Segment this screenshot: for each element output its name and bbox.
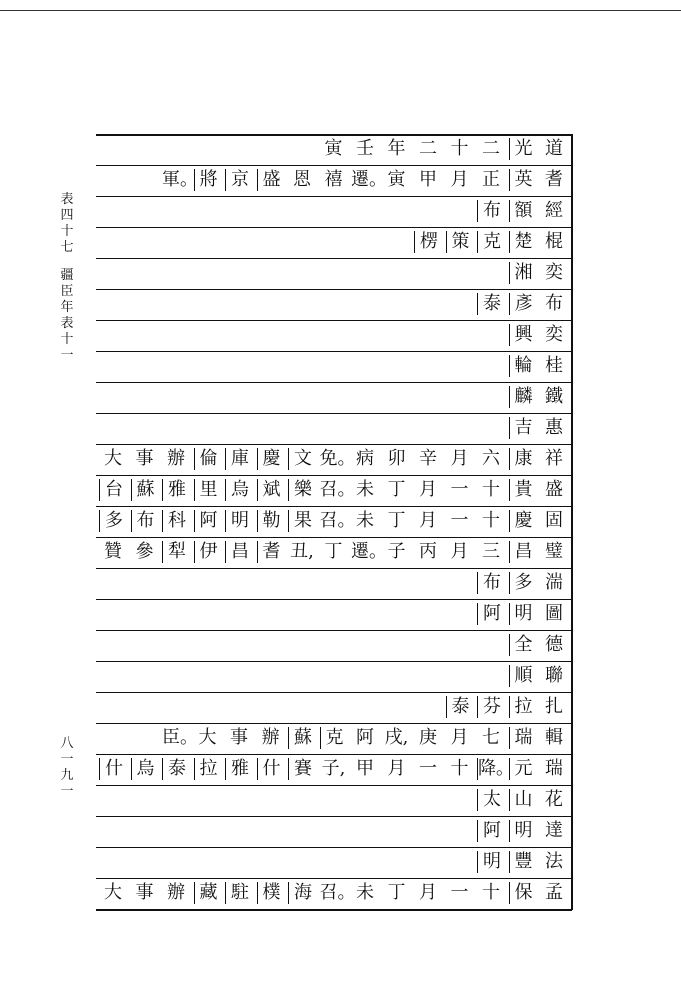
table-row [96, 599, 572, 630]
table-cell: 台 [99, 479, 128, 501]
table-cell: 奕 [545, 324, 563, 345]
table-cell: 京 [225, 169, 254, 191]
table-cell: 免。 [319, 448, 356, 469]
row-divider [96, 630, 572, 631]
page-top-border [0, 10, 681, 11]
table-cell: 月 [419, 882, 437, 903]
table-cell: 辦 [167, 882, 185, 903]
margin-char: 八 [60, 736, 74, 751]
row-divider [96, 847, 572, 848]
table-cell: 月 [450, 169, 469, 190]
table-cell: 策 [446, 231, 475, 253]
table-cell: 丁 [324, 541, 343, 562]
table-cell: 一 [450, 510, 469, 531]
table-cell: 駐 [225, 882, 254, 904]
margin-char: 一 [60, 348, 74, 363]
table-cell: 寅 [324, 138, 343, 159]
table-cell: 參 [135, 541, 154, 562]
table-cell: 布 [477, 200, 506, 222]
margin-char: 十 [60, 224, 74, 239]
table-cell: 倫 [194, 448, 223, 470]
table-cell: 湍 [545, 572, 563, 593]
table-row [96, 196, 572, 227]
table-cell: 未 [356, 882, 374, 903]
table-cell: 月 [450, 727, 469, 748]
margin-char: 七 [60, 240, 74, 255]
table-cell: 多 [509, 572, 538, 594]
table-cell: 未 [356, 510, 374, 531]
row-divider [96, 785, 572, 786]
table-row [96, 630, 572, 661]
table-cell: 樸 [257, 882, 286, 904]
table-row [96, 785, 572, 816]
table-cell: 丙 [419, 541, 437, 562]
table-cell: 花 [545, 789, 563, 810]
table-cell: 十 [482, 479, 500, 500]
table-cell: 七 [482, 727, 500, 748]
table-cell: 太 [477, 789, 506, 811]
table-cell: 甲 [419, 169, 437, 190]
table-cell: 聯 [545, 665, 563, 686]
table-cell: 阿 [477, 820, 506, 842]
table-cell: 月 [419, 510, 437, 531]
table-cell: 昌 [225, 541, 254, 563]
table-cell: 額 [509, 200, 538, 222]
table-cell: 道 [545, 138, 563, 159]
table-row [96, 382, 572, 413]
table-cell: 犁 [162, 541, 191, 563]
table-cell: 拉 [194, 758, 223, 780]
table-cell: 十 [482, 510, 500, 531]
row-divider [96, 351, 572, 352]
table-cell: 戌, [384, 727, 409, 748]
table-cell: 麟 [509, 386, 538, 408]
table-cell: 孟 [545, 882, 563, 903]
table-cell: 月 [387, 758, 406, 779]
table-cell: 蘇 [131, 479, 160, 501]
table-cell: 庚 [419, 727, 437, 748]
table-cell: 達 [545, 820, 563, 841]
table-cell: 惠 [545, 417, 563, 438]
table-cell: 十 [450, 758, 469, 779]
table-cell: 一 [450, 882, 469, 903]
row-divider [96, 661, 572, 662]
table-row [96, 227, 572, 258]
table-cell: 十 [482, 882, 500, 903]
table-cell: 大 [104, 448, 122, 469]
table-cell: 楚 [509, 231, 538, 253]
table-cell: 泰 [162, 758, 191, 780]
table-cell: 大 [198, 727, 217, 748]
table-row [96, 134, 572, 165]
table-cell: 多 [99, 510, 128, 532]
table-cell: 事 [230, 727, 248, 748]
table-cell: 布 [545, 293, 563, 314]
table-cell: 庫 [225, 448, 254, 470]
table-cell: 泰 [446, 696, 475, 718]
table-cell: 盛 [545, 479, 563, 500]
table-cell: 雅 [162, 479, 191, 501]
table-cell: 元 [509, 758, 538, 780]
row-divider [96, 723, 572, 724]
table-cell: 明 [509, 820, 538, 842]
table-cell: 阿 [194, 510, 223, 532]
table-cell: 卯 [387, 448, 406, 469]
table-cell: 扎 [545, 696, 563, 717]
row-divider [96, 475, 572, 476]
table-cell: 彥 [509, 293, 538, 315]
margin-char: 疆 [60, 268, 74, 283]
table-cell: 布 [131, 510, 160, 532]
table-cell: 盛 [257, 169, 286, 191]
table-cell: 輪 [509, 355, 538, 377]
margin-char: 表 [60, 316, 74, 331]
table-cell: 全 [509, 634, 538, 656]
margin-char: 年 [60, 300, 74, 315]
margin-char: 四 [60, 208, 74, 223]
table-cell: 丑, [290, 541, 314, 562]
table-cell: 寅 [387, 169, 406, 190]
table-cell: 贊 [104, 541, 122, 562]
row-divider [96, 754, 572, 755]
table-cell: 耆 [545, 169, 563, 190]
table-cell: 明 [225, 510, 254, 532]
table-cell: 文 [288, 448, 317, 470]
table-row [96, 351, 572, 382]
table-cell: 甲 [356, 758, 374, 779]
row-divider [96, 506, 572, 507]
table-cell: 召。 [319, 479, 356, 500]
margin-page-number [54, 736, 80, 800]
table-cell: 三 [482, 541, 500, 562]
table-cell: 耆 [257, 541, 286, 563]
table-cell: 軍。 [162, 169, 198, 190]
table-cell: 病 [356, 448, 374, 469]
table-cell: 什 [257, 758, 286, 780]
table-cell: 二 [482, 138, 500, 159]
table-cell: 月 [419, 479, 437, 500]
table-cell: 山 [509, 789, 538, 811]
row-divider [96, 816, 572, 817]
table-row [96, 258, 572, 289]
table-row [96, 165, 572, 196]
table-cell: 克 [320, 727, 349, 749]
table-row [96, 444, 572, 475]
margin-gap [54, 256, 80, 268]
table-cell: 興 [509, 324, 538, 346]
table-cell: 順 [509, 665, 538, 687]
table-cell: 丁 [387, 882, 406, 903]
table-cell: 固 [545, 510, 563, 531]
table-cell: 賽 [288, 758, 317, 780]
table-cell: 勒 [257, 510, 286, 532]
table-cell: 樂 [288, 479, 317, 501]
table-cell: 祥 [545, 448, 563, 469]
table-cell: 事 [135, 882, 154, 903]
table-row [96, 289, 572, 320]
table-cell: 雅 [225, 758, 254, 780]
table-cell: 光 [509, 138, 538, 160]
row-divider [96, 196, 572, 197]
table-cell: 法 [545, 851, 563, 872]
table-cell: 烏 [131, 758, 160, 780]
table-top-rule [96, 134, 572, 136]
table-cell: 瑞 [509, 727, 538, 749]
table-cell: 德 [545, 634, 563, 655]
table-cell: 伊 [194, 541, 223, 563]
table-row [96, 475, 572, 506]
table-cell: 湘 [509, 262, 538, 284]
table-row [96, 723, 572, 754]
table-cell: 臣。 [162, 727, 198, 748]
table-cell: 未 [356, 479, 374, 500]
table-cell: 月 [450, 541, 469, 562]
table-bottom-rule [96, 909, 572, 911]
table-cell: 貴 [509, 479, 538, 501]
table-cell: 阿 [356, 727, 374, 748]
table-cell: 明 [509, 603, 538, 625]
table-row [96, 692, 572, 723]
table-cell: 子, [321, 758, 346, 779]
table-cell: 明 [477, 851, 506, 873]
table-row [96, 754, 572, 785]
table-cell: 圖 [545, 603, 563, 624]
table-row [96, 878, 572, 909]
table-cell: 丁 [387, 510, 406, 531]
margin-char: 表 [60, 192, 74, 207]
table-cell: 將 [194, 169, 223, 191]
table-cell: 子 [387, 541, 406, 562]
table-cell: 藏 [194, 882, 223, 904]
table-cell: 英 [509, 169, 538, 191]
table-cell: 康 [509, 448, 538, 470]
row-divider [96, 537, 572, 538]
table-cell: 辦 [261, 727, 280, 748]
table-cell: 瑞 [545, 758, 563, 779]
margin-char: 一 [60, 784, 74, 799]
table-cell: 鐵 [545, 386, 563, 407]
row-divider [96, 320, 572, 321]
table-cell: 六 [482, 448, 500, 469]
table-cell: 烏 [225, 479, 254, 501]
table-cell: 吉 [509, 417, 538, 439]
table-cell: 阿 [477, 603, 506, 625]
table-cell: 慶 [257, 448, 286, 470]
table-row [96, 537, 572, 568]
table-right-border [571, 134, 573, 910]
table-cell: 楞 [414, 231, 443, 253]
table-row [96, 506, 572, 537]
row-divider [96, 444, 572, 445]
table-cell: 禧 [324, 169, 343, 190]
table-cell: 經 [545, 200, 563, 221]
margin-char: 一 [60, 752, 74, 767]
table-cell: 奕 [545, 262, 563, 283]
table-cell: 拉 [509, 696, 538, 718]
table-row [96, 847, 572, 878]
table-cell: 保 [509, 882, 538, 904]
table-cell: 降。 [478, 758, 514, 779]
table-cell: 里 [194, 479, 223, 501]
table-row [96, 568, 572, 599]
table-cell: 壬 [356, 138, 374, 159]
table-cell: 十 [450, 138, 469, 159]
table-row [96, 413, 572, 444]
table-row [96, 320, 572, 351]
table-cell: 正 [482, 169, 500, 190]
table-cell: 泰 [477, 293, 506, 315]
table-cell: 斌 [257, 479, 286, 501]
row-divider [96, 692, 572, 693]
table-cell: 布 [477, 572, 506, 594]
table-cell: 蘇 [288, 727, 317, 749]
table-row [96, 661, 572, 692]
table-cell: 辛 [419, 448, 437, 469]
table-cell: 辦 [167, 448, 185, 469]
table-cell: 桂 [545, 355, 563, 376]
table-cell: 昌 [509, 541, 538, 563]
table-cell: 科 [162, 510, 191, 532]
row-divider [96, 413, 572, 414]
margin-char: 臣 [60, 284, 74, 299]
table-row [96, 816, 572, 847]
row-divider [96, 568, 572, 569]
table-cell: 芬 [477, 696, 506, 718]
table-cell: 什 [99, 758, 128, 780]
table-cell: 一 [450, 479, 469, 500]
table-cell: 遷。 [351, 169, 387, 190]
table-cell: 召。 [319, 882, 356, 903]
table-cell: 月 [450, 448, 469, 469]
table-cell: 海 [288, 882, 317, 904]
table-cell: 一 [419, 758, 437, 779]
table-cell: 遷。 [351, 541, 387, 562]
table-cell: 事 [135, 448, 154, 469]
table-cell: 恩 [293, 169, 311, 190]
table-cell: 果 [288, 510, 317, 532]
table-cell: 大 [104, 882, 122, 903]
table-cell: 輯 [545, 727, 563, 748]
row-divider [96, 289, 572, 290]
table-cell: 召。 [319, 510, 356, 531]
row-divider [96, 227, 572, 228]
row-divider [96, 258, 572, 259]
table-cell: 二 [419, 138, 437, 159]
margin-char: 九 [60, 768, 74, 783]
row-divider [96, 878, 572, 879]
table-cell: 丁 [387, 479, 406, 500]
row-divider [96, 599, 572, 600]
margin-chapter-label [54, 192, 80, 364]
row-divider [96, 165, 572, 166]
table-cell: 年 [387, 138, 406, 159]
table-cell: 豐 [509, 851, 538, 873]
table-cell: 棍 [545, 231, 563, 252]
table-cell: 慶 [509, 510, 538, 532]
table-cell: 璧 [545, 541, 563, 562]
margin-char: 十 [60, 332, 74, 347]
table-cell: 克 [477, 231, 506, 253]
row-divider [96, 382, 572, 383]
